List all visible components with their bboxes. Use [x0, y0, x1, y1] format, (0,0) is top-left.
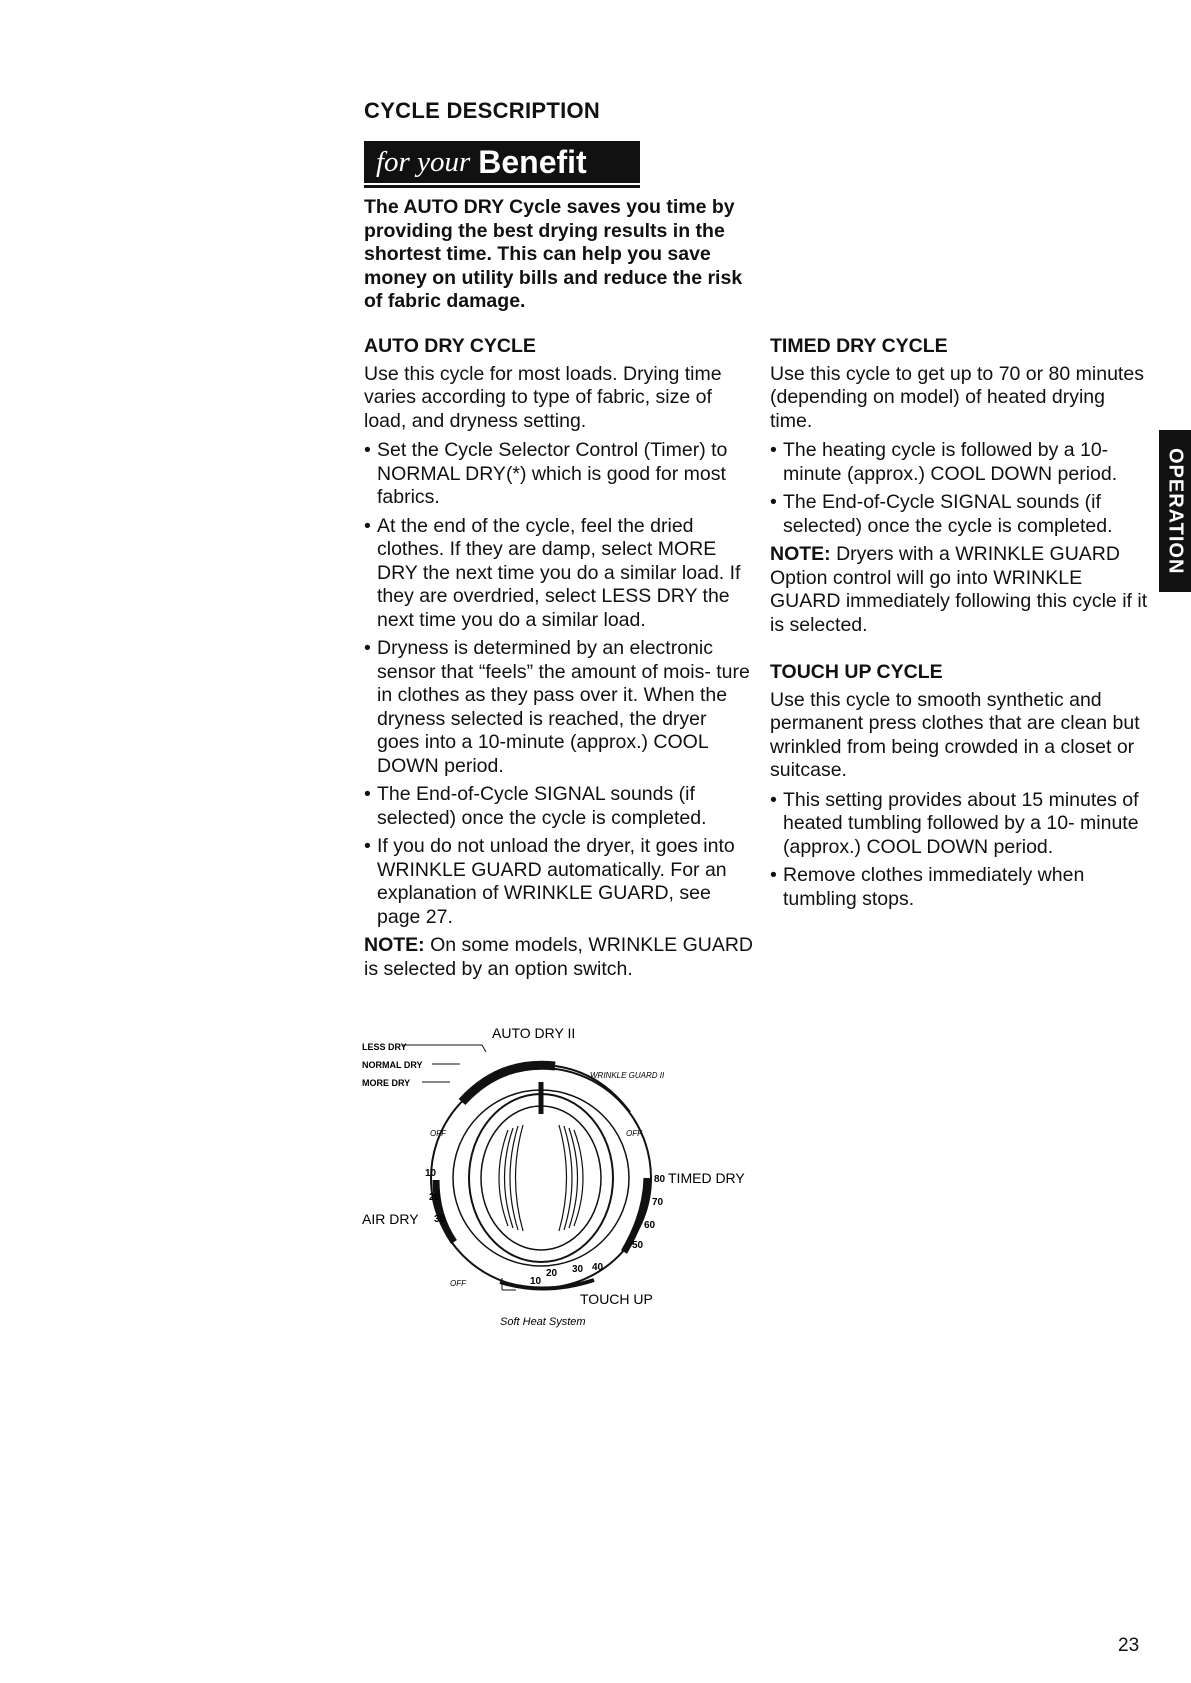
dial-air-30: 30 — [434, 1214, 446, 1225]
note-label: NOTE: — [364, 934, 425, 956]
auto-dry-bullets — [364, 439, 754, 929]
air-dry-band — [436, 1180, 454, 1242]
dial-air-10: 10 — [425, 1168, 437, 1179]
note-text: Dryers with a WRINKLE GUARD Option control will go into WRINKLE GUARD immediately following this cycle if it is selected. — [770, 543, 1148, 636]
dial-off-label: OFF — [450, 1279, 466, 1288]
dial-off-label: OFF — [430, 1129, 446, 1138]
cycle-selector-dial-diagram — [350, 1020, 770, 1330]
dial-touchup-30: 30 — [572, 1264, 584, 1275]
auto-dry-body: Use this cycle for most loads. Drying time varies according to type of fabric, size of load, and dryness setting. — [364, 362, 722, 432]
dial-timed-70: 70 — [652, 1197, 664, 1208]
operation-tab-label: OPERATION — [1164, 447, 1187, 575]
banner-for-your: for your — [376, 145, 471, 178]
dial-more-dry-label: MORE DRY — [362, 1078, 411, 1088]
dial-timed-80: 80 — [654, 1174, 666, 1185]
dial-normal-dry-label: NORMAL DRY — [362, 1060, 423, 1070]
list-item: • Dryness is determined by an electronic sensor that “feels” the amount of mois- ture in clothes as they pass over it. When the dryness selected is reached, the dryer goes into a 10-minute (approx.) COOL DOWN period. — [364, 637, 754, 778]
dial-off-label: OFF — [626, 1129, 642, 1138]
right-column — [770, 335, 1150, 916]
dial-timed-50: 50 — [632, 1240, 644, 1251]
note-text: On some models, WRINKLE GUARD is selected by an option switch. — [364, 934, 754, 980]
dial-timed-40: 40 — [592, 1262, 604, 1273]
list-item: • The End-of-Cycle SIGNAL sounds (if selected) once the cycle is completed. — [770, 491, 1150, 538]
dial-auto-dry-ii-label: AUTO DRY II — [492, 1025, 576, 1041]
dial-less-dry-label: LESS DRY — [362, 1042, 407, 1052]
page-title: CYCLE DESCRIPTION — [364, 98, 601, 123]
dial-knob — [469, 1094, 613, 1262]
banner-underline — [364, 185, 640, 188]
dial-caption: Soft Heat System — [500, 1316, 586, 1328]
dial-timed-60: 60 — [644, 1220, 656, 1231]
leader-line — [482, 1045, 486, 1052]
dial-air-dry-label: AIR DRY — [362, 1211, 419, 1227]
auto-dry-note — [364, 934, 754, 981]
dial-touchup-20: 20 — [546, 1268, 558, 1279]
dial-wrinkle-guard-label: WRINKLE GUARD II — [590, 1071, 665, 1080]
list-item: • Set the Cycle Selector Control (Timer) to NORMAL DRY(*) which is good for most fabrics. — [364, 439, 754, 510]
dial-timed-dry-label: TIMED DRY — [668, 1170, 745, 1186]
list-item: • The heating cycle is followed by a 10- minute (approx.) COOL DOWN period. — [770, 439, 1150, 486]
timed-dry-body: Use this cycle to get up to 70 or 80 minutes (depending on model) of heated drying time. — [770, 362, 1144, 432]
auto-dry-heading: AUTO DRY CYCLE — [364, 335, 536, 357]
operation-side-tab — [1159, 430, 1191, 592]
for-your-benefit-banner — [364, 141, 640, 183]
note-label: NOTE: — [770, 543, 831, 565]
timed-dry-bullets — [770, 439, 1150, 538]
dial-touchup-10: 10 — [530, 1276, 542, 1287]
auto-dry-section — [364, 335, 754, 987]
list-item: • If you do not unload the dryer, it goes into WRINKLE GUARD automatically. For an explanation of WRINKLE GUARD, see page 27. — [364, 835, 754, 929]
banner-benefit: Benefit — [478, 143, 587, 180]
touch-up-heading: TOUCH UP CYCLE — [770, 661, 943, 683]
list-item: • This setting provides about 15 minutes of heated tumbling followed by a 10- minute (approx.) COOL DOWN period. — [770, 789, 1150, 860]
touch-up-bullets — [770, 789, 1150, 912]
dial-air-20: 20 — [429, 1192, 441, 1203]
list-item: • At the end of the cycle, feel the dried clothes. If they are damp, select MORE DRY the next time you do a similar load. If they are overdried, select LESS DRY the next time you do a similar load. — [364, 515, 754, 633]
list-item: • Remove clothes immediately when tumbling stops. — [770, 864, 1150, 911]
benefit-intro: The AUTO DRY Cycle saves you time by providing the best drying results in the shortest time. This can help you save money on utility bills and reduce the risk of fabric damage. — [364, 196, 743, 312]
page-number: 23 — [1118, 1635, 1140, 1656]
list-item: • The End-of-Cycle SIGNAL sounds (if selected) once the cycle is completed. — [364, 783, 754, 830]
dial-touch-up-label: TOUCH UP — [580, 1291, 653, 1307]
timed-dry-note — [770, 543, 1150, 637]
timed-dry-heading: TIMED DRY CYCLE — [770, 335, 948, 357]
touch-up-body: Use this cycle to smooth synthetic and permanent press clothes that are clean but wrinkled from being crowded in a closet or suitcase. — [770, 688, 1140, 781]
